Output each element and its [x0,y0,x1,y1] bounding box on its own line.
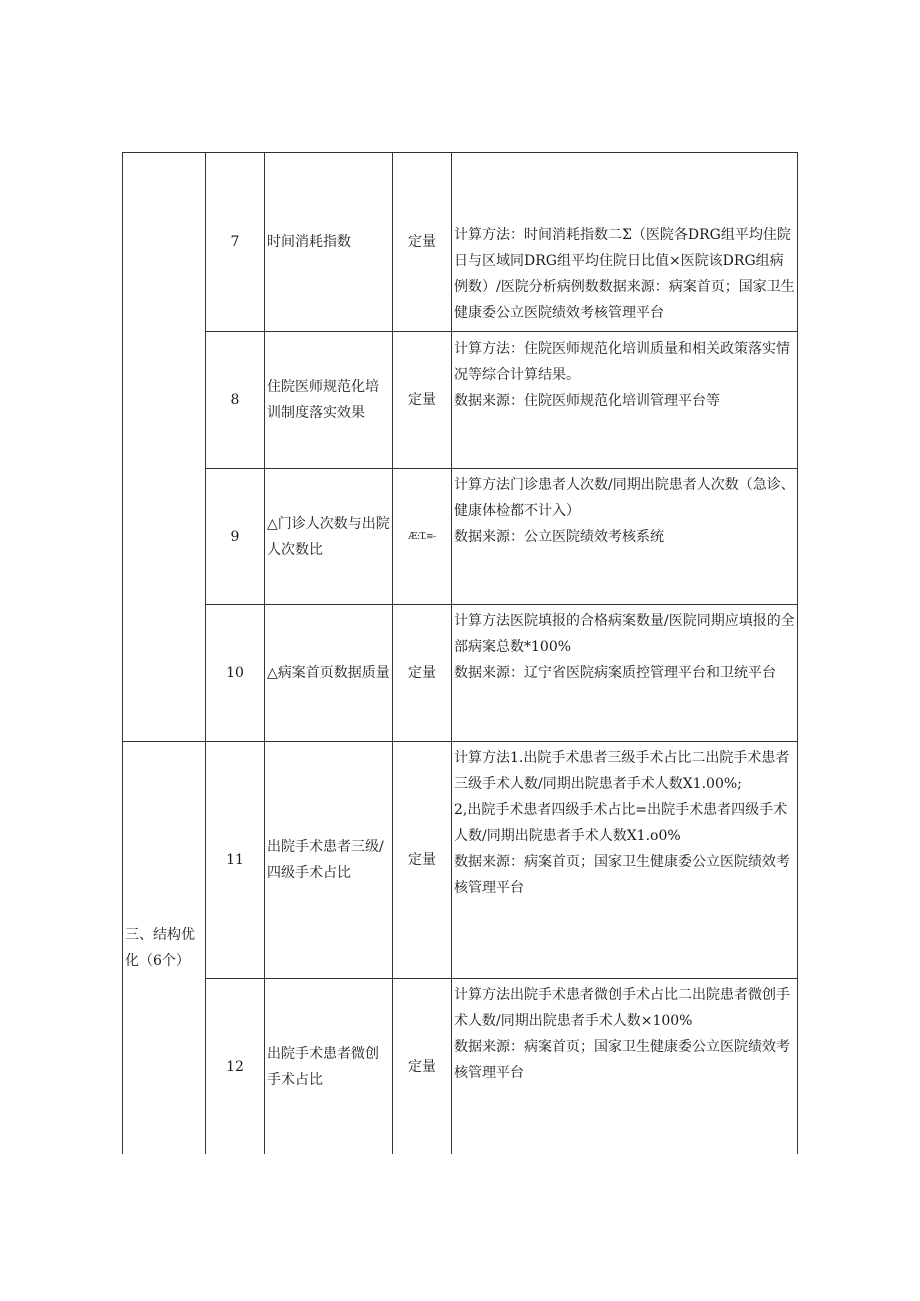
row-number: 11 [226,852,244,868]
indicator-name: 出院手术患者三级/四级手术占比 [267,839,384,881]
indicator-description: 计算方法门诊患者人次数/同期出院患者人次数（急诊、健康体检都不计入） 数据来源：公立医院绩效考核系统 [454,477,795,545]
row-number: 7 [230,234,240,250]
indicator-name: 时间消耗指数 [267,234,351,250]
indicator-type: 定量 [408,234,436,250]
indicator-name: △病案首页数据质量 [267,665,390,681]
indicator-description: 计算方法：住院医师规范化培训质量和相关政策落实情况等综合计算结果。 数据来源：住院医师规范化培训管理平台等 [454,341,790,409]
row-number: 10 [226,665,244,681]
category-label: 三、结构优化（6个） [125,927,195,969]
indicator-name: △门诊人次数与出院人次数比 [267,515,390,558]
indicator-type: 定量 [408,392,436,408]
indicator-name: 出院手术患者微创手术占比 [267,1045,379,1088]
row-number: 8 [230,392,240,408]
table-border-right [797,152,798,1154]
category-cell [123,742,205,1154]
row-number: 9 [230,528,240,545]
indicator-type: Æ:T.≡- [408,531,436,542]
indicator-type: 定量 [408,665,436,681]
indicator-type: 定量 [408,1058,436,1075]
indicator-description: 计算方法1.出院手术患者三级手术占比二出院手术患者三级手术人数/同期出院患者手术人数X1.00%; 2,出院手术患者四级手术占比=出院手术患者四级手术人数/同期出院患者手术人数X1.o0% 数据来源：病案首页；国家卫生健康委公立医院绩效考核管理平台 [454,750,790,896]
indicator-type: 定量 [408,852,436,868]
indicator-name: 住院医师规范化培训制度落实效果 [267,379,379,421]
row-number: 12 [226,1058,244,1075]
indicator-description: 计算方法医院填报的合格病案数量/医院同期应填报的全部病案总数*100% 数据来源：辽宁省医院病案质控管理平台和卫统平台 [454,613,795,681]
indicator-description: 计算方法出院手术患者微创手术占比二出院患者微创手术人数/同期出院患者手术人数×100% 数据来源：病案首页；国家卫生健康委公立医院绩效考核管理平台 [454,987,790,1081]
indicator-description: 计算方法：时间消耗指数二Σ（医院各DRG组平均住院日与区域同DRG组平均住院日比值×医院该DRG组病例数）/医院分析病例数数据来源：病案首页；国家卫生健康委公立医院绩效考核管理平台 [454,227,795,321]
